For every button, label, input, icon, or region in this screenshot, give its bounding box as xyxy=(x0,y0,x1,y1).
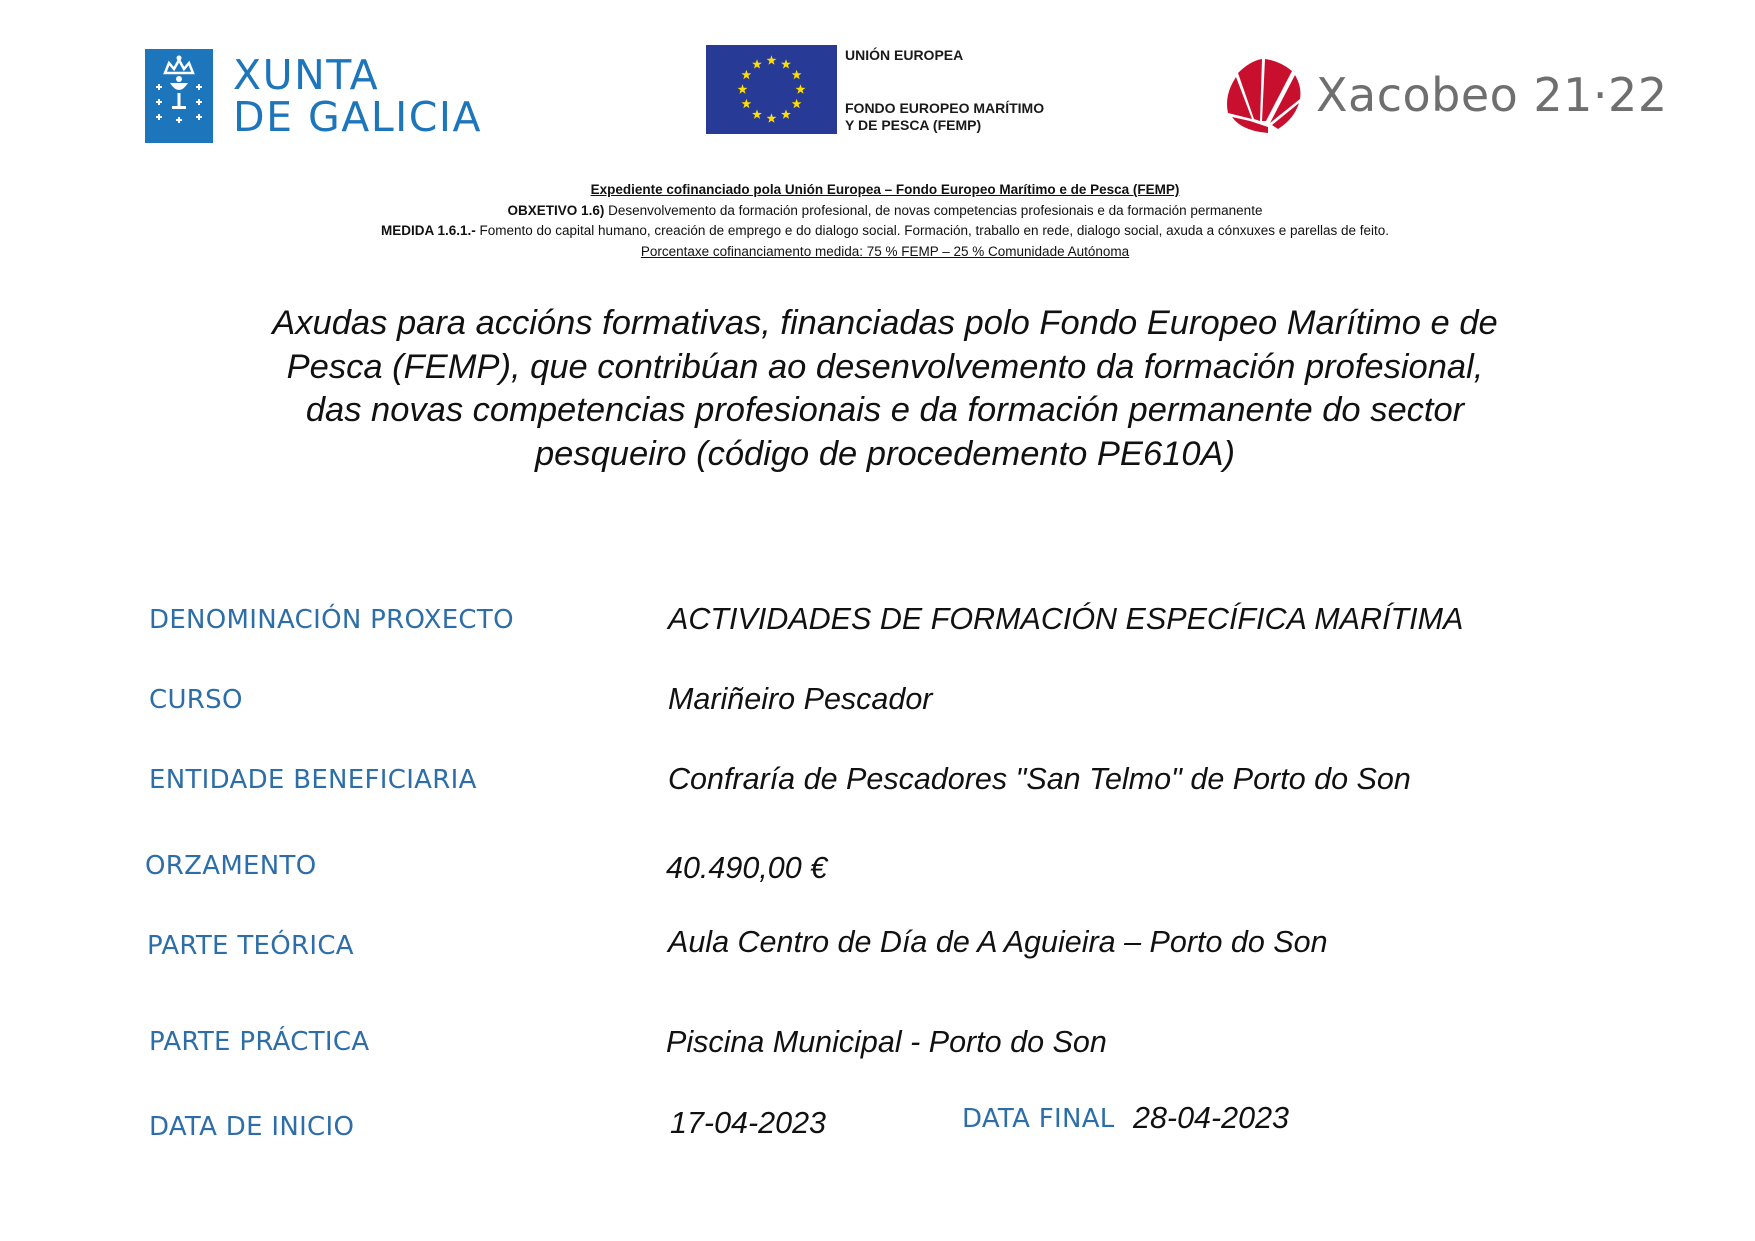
objective-code: OBXETIVO 1.6) xyxy=(507,202,605,218)
eu-femp-logo xyxy=(706,45,1044,134)
inicio-value: 17-04-2023 xyxy=(670,1106,827,1140)
teorica-label: PARTE TEÓRICA xyxy=(147,931,354,961)
inicio-label: DATA DE INICIO xyxy=(149,1112,355,1142)
funding-line-4: Porcentaxe cofinanciamento medida: 75 % FEMP – 25 % Comunidade Autónoma xyxy=(640,243,1130,259)
xunta-line-2: DE GALICIA xyxy=(233,93,483,141)
practica-label: PARTE PRÁCTICA xyxy=(149,1027,370,1057)
xacobeo-wordmark: Xacobeo 21·22 xyxy=(1316,68,1668,122)
entidade-label: ENTIDADE BENEFICIARIA xyxy=(149,765,477,795)
measure-code: MEDIDA 1.6.1.- xyxy=(380,223,476,238)
main-title-line-3: das novas competencias profesionais e da formación permanente do sector xyxy=(305,391,1465,429)
eu-text-block xyxy=(845,45,1044,134)
funding-line-3 xyxy=(0,221,1755,242)
orzamento-value: 40.490,00 € xyxy=(666,851,828,885)
funding-line-2 xyxy=(0,201,1755,222)
objective-text: Desenvolvemento da formación profesional, de novas competencias profesionais e da formación permanente xyxy=(604,202,1263,218)
eu-union-label: UNIÓN EUROPEA xyxy=(845,47,964,63)
funding-line-1: Expediente cofinanciado pola Unión Europea – Fondo Europeo Marítimo e de Pesca (FEMP) xyxy=(590,182,1180,197)
eu-fund-line-1: FONDO EUROPEO MARÍTIMO xyxy=(845,100,1045,116)
entidade-value: Confraría de Pescadores "San Telmo" de Porto do Son xyxy=(668,762,1411,796)
main-title xyxy=(150,302,1620,476)
funding-note xyxy=(0,180,1755,262)
xacobeo-logo xyxy=(1222,55,1668,135)
xunta-line-1: XUNTA xyxy=(233,51,380,99)
scallop-shell-icon xyxy=(1222,55,1304,135)
eu-fund-label xyxy=(845,100,1044,134)
xunta-de-galicia-logo xyxy=(145,49,482,143)
eu-flag-icon xyxy=(706,45,837,134)
measure-text: Fomento do capital humano, creación de emprego e do dialogo social. Formación, traballo en rede, dialogo social, axuda a cónxuxes e parellas de feito. xyxy=(475,223,1390,238)
curso-value: Mariñeiro Pescador xyxy=(668,682,933,716)
galicia-coat-of-arms-icon xyxy=(145,49,213,143)
denominacion-value: ACTIVIDADES DE FORMACIÓN ESPECÍFICA MARÍTIMA xyxy=(668,602,1464,636)
orzamento-label: ORZAMENTO xyxy=(145,851,317,881)
final-value: 28-04-2023 xyxy=(1133,1101,1290,1135)
denominacion-label: DENOMINACIÓN PROXECTO xyxy=(149,605,514,635)
main-title-line-1: Axudas para accións formativas, financiadas polo Fondo Europeo Marítimo e de xyxy=(272,304,1498,342)
practica-value: Piscina Municipal - Porto do Son xyxy=(666,1025,1107,1059)
eu-fund-line-2: Y DE PESCA (FEMP) xyxy=(845,117,982,133)
main-title-line-2: Pesca (FEMP), que contribúan ao desenvolvemento da formación profesional, xyxy=(286,347,1484,386)
curso-label: CURSO xyxy=(149,685,243,715)
final-label: DATA FINAL xyxy=(962,1104,1115,1134)
teorica-value: Aula Centro de Día de A Aguieira – Porto do Son xyxy=(668,925,1328,959)
xunta-wordmark xyxy=(233,51,483,141)
main-title-line-4: pesqueiro (código de procedemento PE610A) xyxy=(534,434,1236,473)
